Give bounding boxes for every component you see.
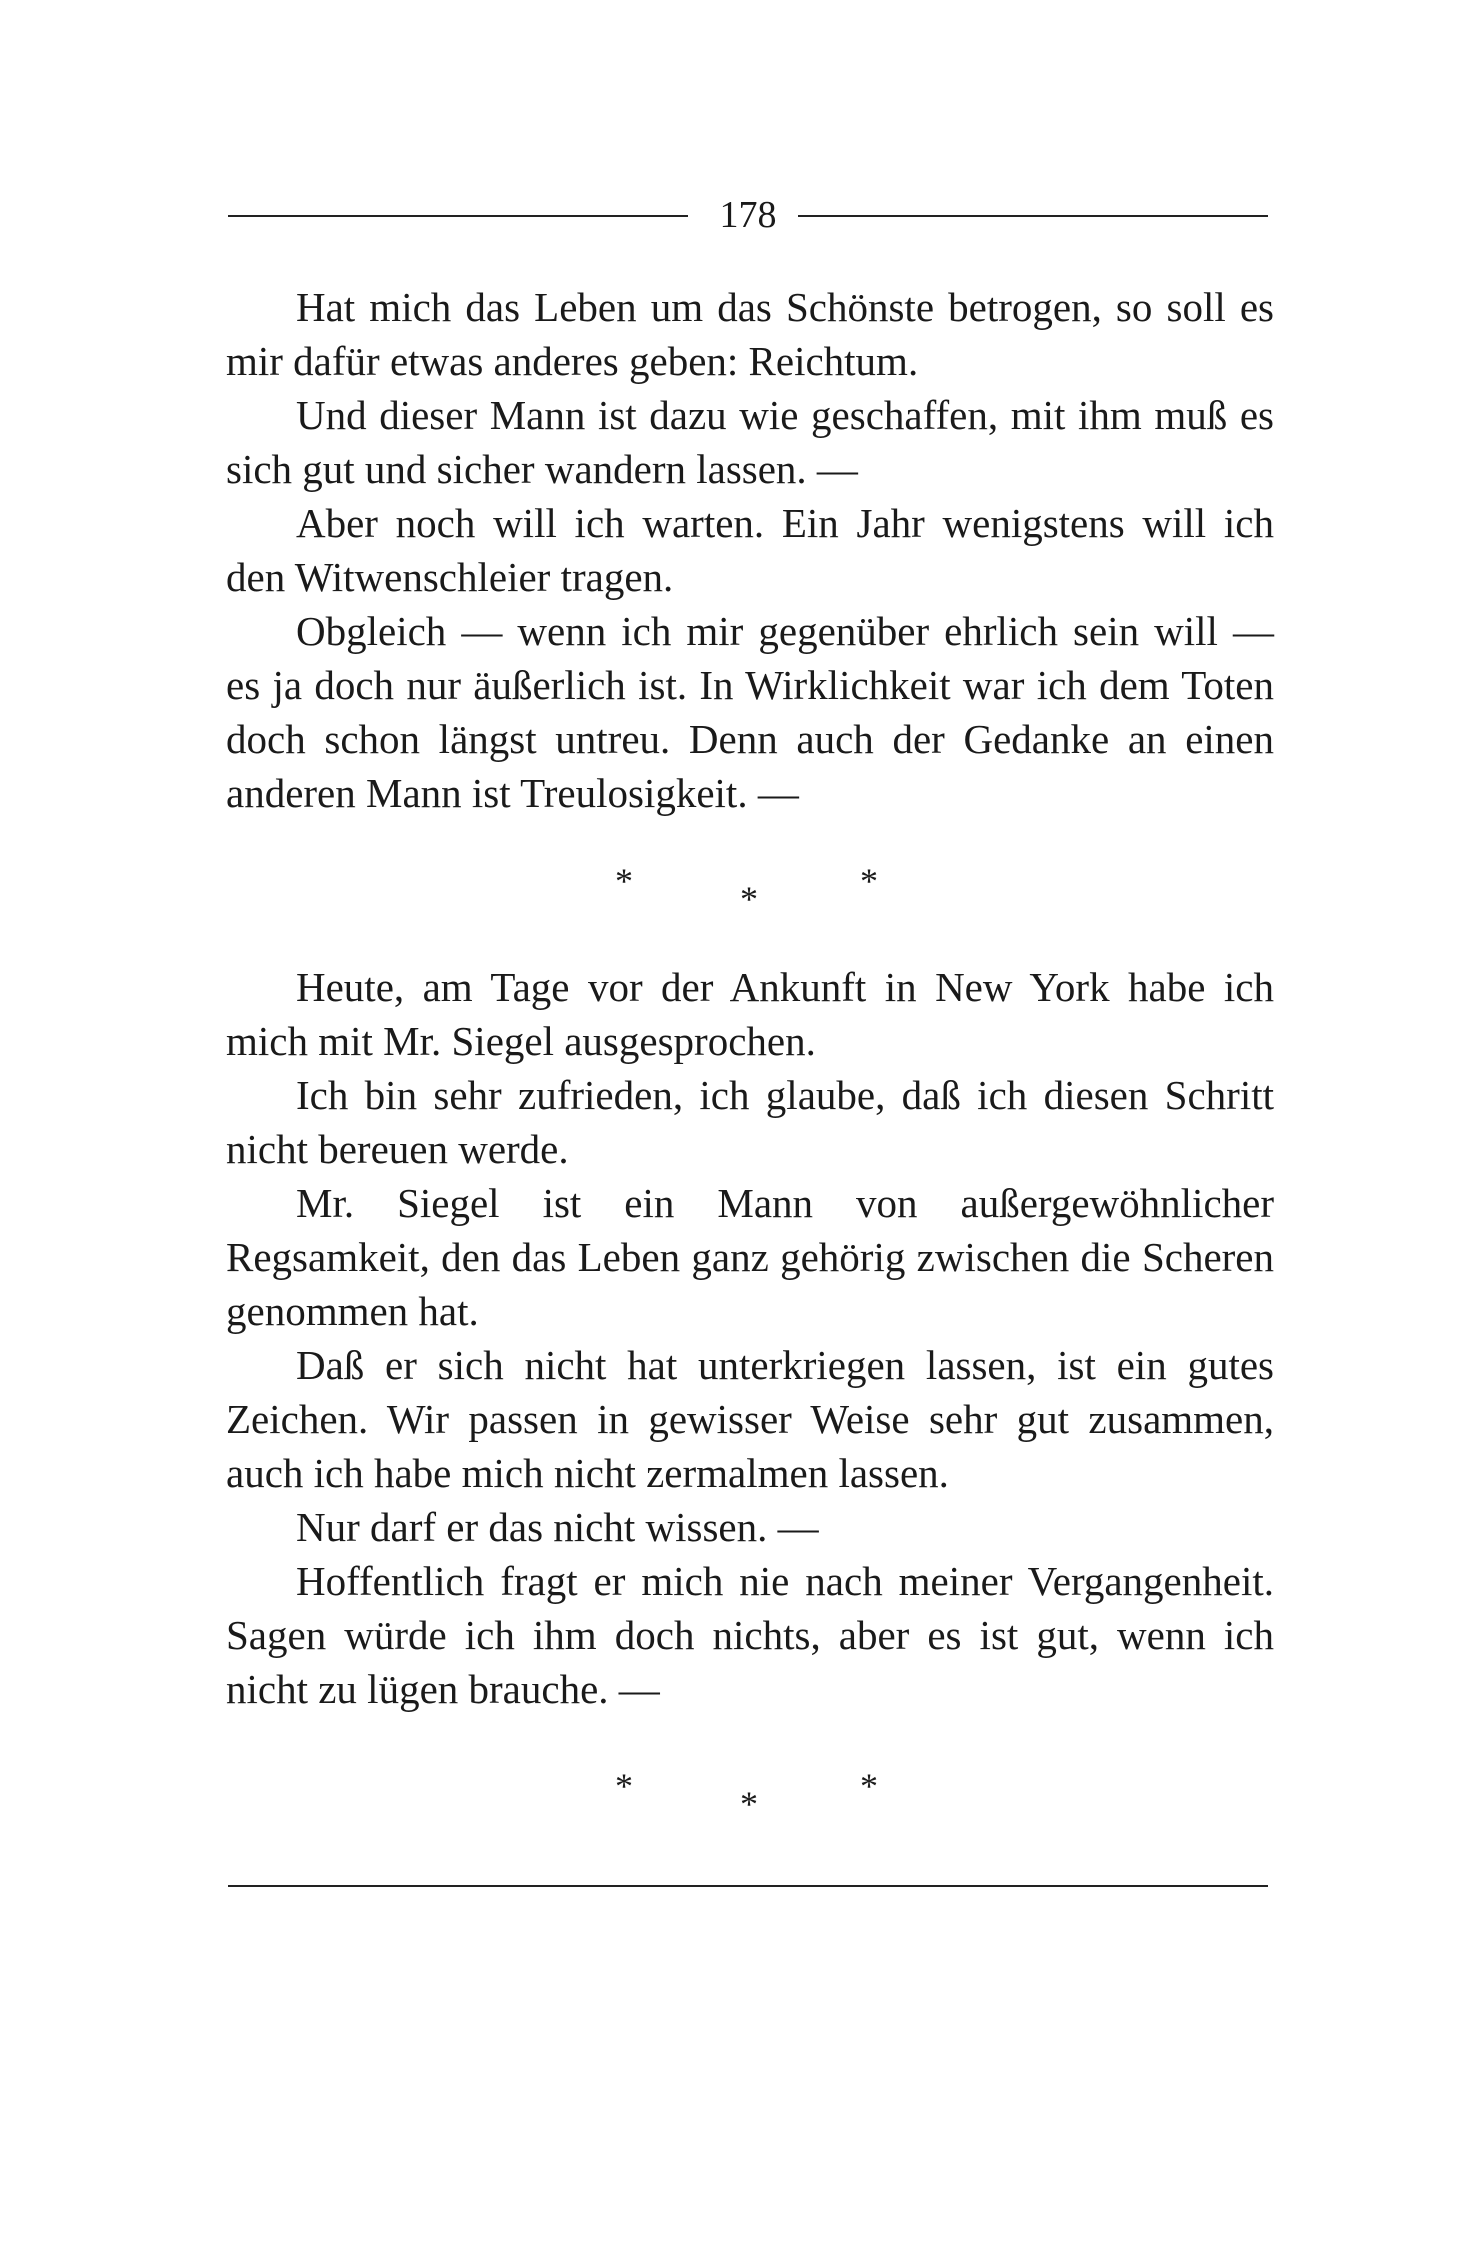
header-rule-right [798, 215, 1268, 217]
paragraph: Hat mich das Leben um das Schönste betrogen, so soll es mir dafür etwas anderes geben: Reichtum. [226, 284, 1274, 384]
paragraph: Obgleich — wenn ich mir gegenüber ehrlich sein will — es ja doch nur äußerlich ist. In Wirklichkeit war ich dem Toten doch schon längst untreu. Denn auch der Gedanke an einen anderen Mann ist Treulosigkeit. — [226, 608, 1274, 816]
paragraph: Aber noch will ich warten. Ein Jahr wenigstens will ich den Witwenschleier tragen. [226, 500, 1274, 600]
page-number: 178 [719, 194, 777, 236]
asterisk: * [860, 1766, 878, 1806]
asterisk: * [740, 1784, 758, 1824]
asterisk: * [860, 861, 878, 901]
section-separator [600, 860, 900, 930]
page-header [228, 190, 1268, 240]
paragraph: Mr. Siegel ist ein Mann von außergewöhnlicher Regsamkeit, den das Leben ganz gehörig zwischen die Scheren genommen hat. [226, 1180, 1274, 1334]
section-separator [600, 1765, 900, 1835]
paragraph: Daß er sich nicht hat unterkriegen lassen, ist ein gutes Zeichen. Wir passen in gewisser Weise sehr gut zusammen, auch ich habe mich nicht zermalmen lassen. [226, 1342, 1274, 1496]
paragraph: Nur darf er das nicht wissen. — [296, 1504, 819, 1550]
paragraph: Heute, am Tage vor der Ankunft in New York habe ich mich mit Mr. Siegel ausgesprochen. [226, 964, 1274, 1064]
text-block-2 [226, 960, 1274, 1716]
text-block-1 [226, 280, 1274, 820]
footer-rule [228, 1885, 1268, 1887]
asterisk: * [615, 1766, 633, 1806]
asterisk: * [740, 879, 758, 919]
paragraph: Und dieser Mann ist dazu wie geschaffen, mit ihm muß es sich gut und sicher wandern lassen. — [226, 392, 1274, 492]
asterisk: * [615, 861, 633, 901]
paragraph: Ich bin sehr zufrieden, ich glaube, daß ich diesen Schritt nicht bereuen werde. [226, 1072, 1274, 1172]
paragraph: Hoffentlich fragt er mich nie nach meiner Vergangenheit. Sagen würde ich ihm doch nichts, aber es ist gut, wenn ich nicht zu lügen brauche. — [226, 1558, 1274, 1712]
